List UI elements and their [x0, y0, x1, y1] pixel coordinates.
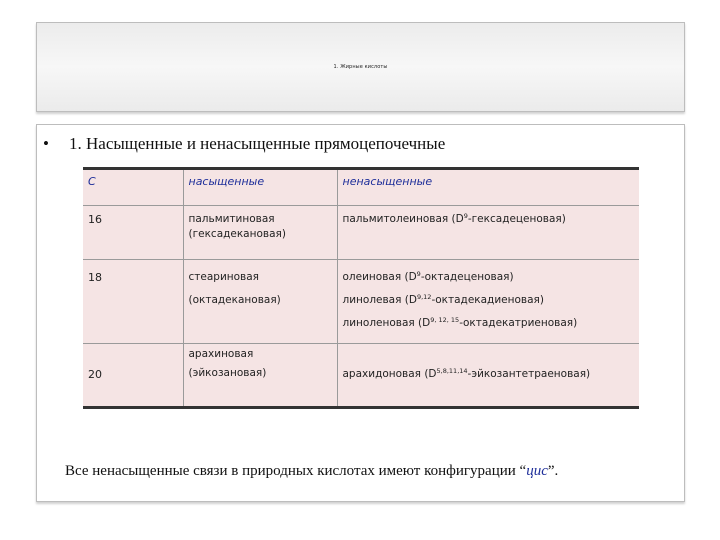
cell-saturated [183, 344, 337, 408]
unsaturated-acid [343, 212, 635, 227]
table-row [83, 206, 639, 260]
note-end: ”. [547, 463, 559, 479]
bullet-item [43, 134, 445, 154]
cell-carbon: 20 [83, 344, 183, 408]
saturated-name: пальмитиновая [188, 213, 275, 225]
table-row [83, 344, 639, 408]
header-saturated: насыщенные [183, 169, 337, 206]
slide-content-box [36, 124, 685, 502]
acid-name: линоленовая (D [342, 317, 431, 329]
delta-positions: 9, 12, 15 [430, 316, 460, 324]
slide-title-box [36, 22, 685, 112]
saturated-systematic: (гексадекановая) [188, 228, 286, 240]
cell-unsaturated [337, 344, 639, 408]
fatty-acids-table [83, 167, 639, 409]
saturated-name: арахиновая [188, 348, 254, 360]
saturated-systematic: (эйкозановая) [188, 367, 267, 379]
saturated-name: стеариновая [188, 271, 260, 283]
acid-systematic: -гексадеценовая) [467, 213, 566, 225]
unsaturated-acid [343, 266, 635, 289]
note-highlight: цис [526, 463, 548, 479]
delta-positions: 9 [463, 212, 468, 220]
delta-positions: 9 [416, 270, 421, 278]
unsaturated-acid [343, 365, 635, 384]
cell-unsaturated [337, 206, 639, 260]
acid-systematic: -октадекадиеновая) [431, 294, 544, 306]
table-header-row [83, 169, 639, 206]
unsaturated-acid [343, 289, 635, 312]
cell-unsaturated [337, 260, 639, 344]
acid-systematic: -октадекатриеновая) [459, 317, 578, 329]
bullet-text: 1. Насыщенные и ненасыщенные прямоцепочечные [69, 134, 446, 153]
slide-title: 1. Жирные кислоты [333, 64, 388, 70]
cell-saturated [183, 260, 337, 344]
table-row [83, 260, 639, 344]
cell-carbon: 18 [83, 260, 183, 344]
acid-name: пальмитолеиновая (D [342, 213, 464, 225]
note-text: Все ненасыщенные связи в природных кислотах имеют конфигурации “ [65, 463, 527, 479]
cell-saturated [183, 206, 337, 260]
unsaturated-acid [343, 312, 635, 335]
acid-systematic: -эйкозантетраеновая) [467, 368, 591, 380]
acid-systematic: -октадеценовая) [420, 271, 514, 283]
delta-positions: 9,12 [416, 293, 432, 301]
acid-name: олеиновая (D [342, 271, 417, 283]
delta-positions: 5,8,11,14 [436, 367, 468, 375]
acid-name: линолевая (D [342, 294, 417, 306]
saturated-systematic: (октадекановая) [188, 294, 281, 306]
acid-name: арахидоновая (D [342, 368, 437, 380]
cell-carbon: 16 [83, 206, 183, 260]
cis-configuration-note [65, 463, 558, 480]
header-unsaturated: ненасыщенные [342, 175, 433, 188]
header-carbon: C [83, 169, 183, 206]
bullet-marker: • [43, 134, 49, 153]
